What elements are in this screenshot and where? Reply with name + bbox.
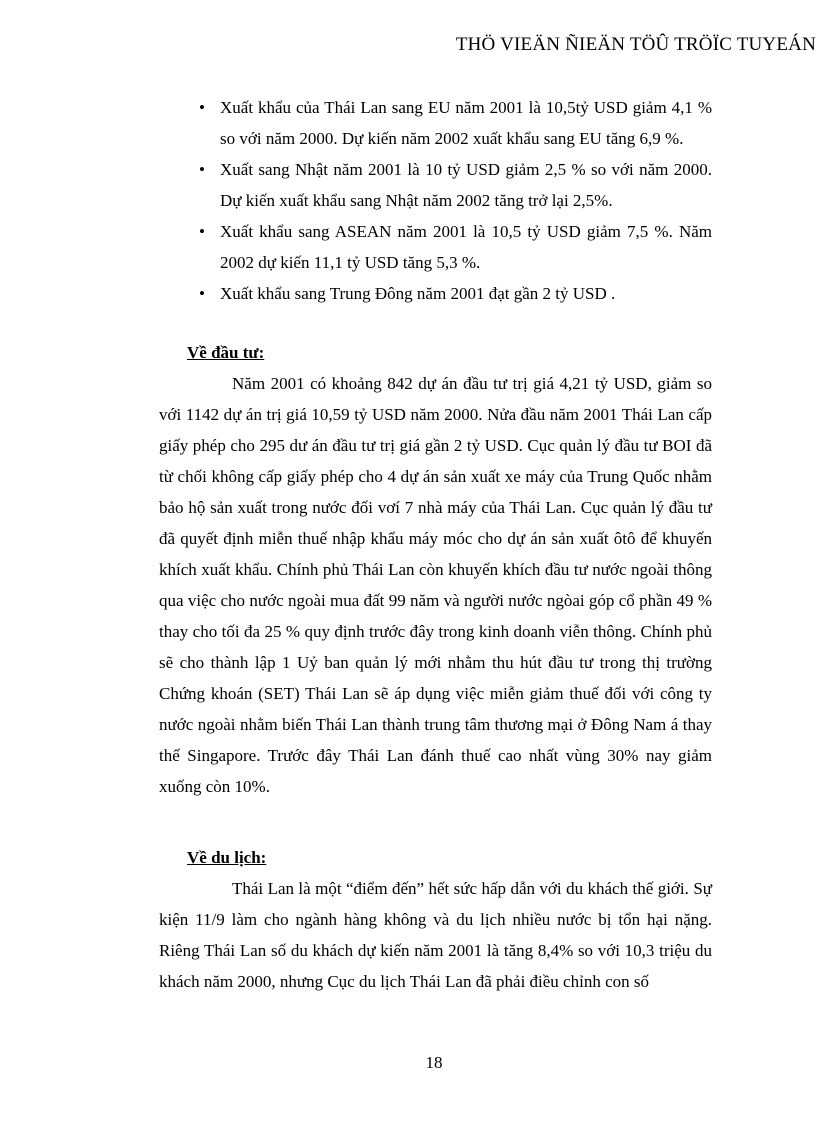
list-item	[199, 92, 712, 154]
bullet-icon: •	[199, 160, 205, 179]
section-paragraph-tourism: Thái Lan là một “điểm đến” hết sức hấp dẫn với du khách thế giới. Sự kiện 11/9 làm cho ngành hàng không và du lịch nhiều nước bị tổn hại nặng. Riêng Thái Lan số du khách dự kiến năm 2001 là tăng 8,4% so với 10,3 triệu du khách năm 2000, nhưng Cục du lịch Thái Lan đã phải điều chỉnh con số	[159, 879, 712, 991]
page-number: 18	[425, 1053, 443, 1072]
list-item	[199, 216, 712, 278]
bullet-text: Xuất khẩu của Thái Lan sang EU năm 2001 là 10,5tỷ USD giảm 4,1 % so với năm 2000. Dự kiến năm 2002 xuất khẩu sang EU tăng 6,9 %.	[220, 98, 712, 148]
bullet-text: Xuất sang Nhật năm 2001 là 10 tỷ USD giảm 2,5 % so với năm 2000. Dự kiến xuất khẩu sang Nhật năm 2002 tăng trở lại 2,5%.	[220, 160, 712, 210]
export-bullet-list	[159, 92, 712, 309]
list-item	[199, 278, 712, 309]
bullet-icon: •	[199, 98, 205, 117]
list-item	[199, 154, 712, 216]
document-body	[159, 92, 712, 997]
bullet-icon: •	[199, 222, 205, 241]
section-heading-tourism: Về du lịch:	[187, 848, 267, 867]
section-heading-investment: Về đầu tư:	[187, 343, 265, 362]
bullet-text: Xuất khẩu sang Trung Đông năm 2001 đạt gần 2 tỷ USD .	[220, 284, 616, 303]
section-paragraph-investment: Năm 2001 có khoảng 842 dự án đầu tư trị giá 4,21 tỷ USD, giảm so với 1142 dự án trị giá 10,59 tỷ USD năm 2000. Nửa đầu năm 2001 Thái Lan cấp giấy phép cho 295 dư án đầu tư trị giá gần 2 tỷ USD. Cục quản lý đầu tư BOI đã từ chối không cấp giấy phép cho 4 dự án sản xuất xe máy của Trung Quốc nhằm bảo hộ sản xuất trong nước đối vơí 7 nhà máy của Thái Lan. Cục quản lý đầu tư đã quyết định miễn thuế nhập khẩu máy móc cho dự án sản xuất ôtô để khuyến khích xuất khẩu. Chính phủ Thái Lan còn khuyến khích đầu tư nước ngoài thông qua việc cho nước ngoài mua đất 99 năm và người nước ngòai góp cổ phần 49 % thay cho tối đa 25 % quy định trước đây trong kinh doanh viễn thông. Chính phủ sẽ cho thành lập 1 Uỷ ban quản lý mới nhằm thu hút đầu tư trong thị trường Chứng khoán (SET) Thái Lan sẽ áp dụng việc miễn giảm thuế đối với công ty nước ngoài nhằm biến Thái Lan thành trung tâm thương mại ở Đông Nam á thay thế Singapore. Trước đây Thái Lan đánh thuế cao nhất vùng 30% nay giảm xuống còn 10%.	[159, 374, 712, 796]
page-header: THÖ VIEÄN ÑIEÄN TÖÛ TRÖÏC TUYEÁN	[455, 34, 816, 55]
bullet-icon: •	[199, 284, 205, 303]
bullet-text: Xuất khẩu sang ASEAN năm 2001 là 10,5 tỷ USD giảm 7,5 %. Năm 2002 dự kiến 11,1 tỷ USD tăng 5,3 %.	[220, 222, 712, 272]
